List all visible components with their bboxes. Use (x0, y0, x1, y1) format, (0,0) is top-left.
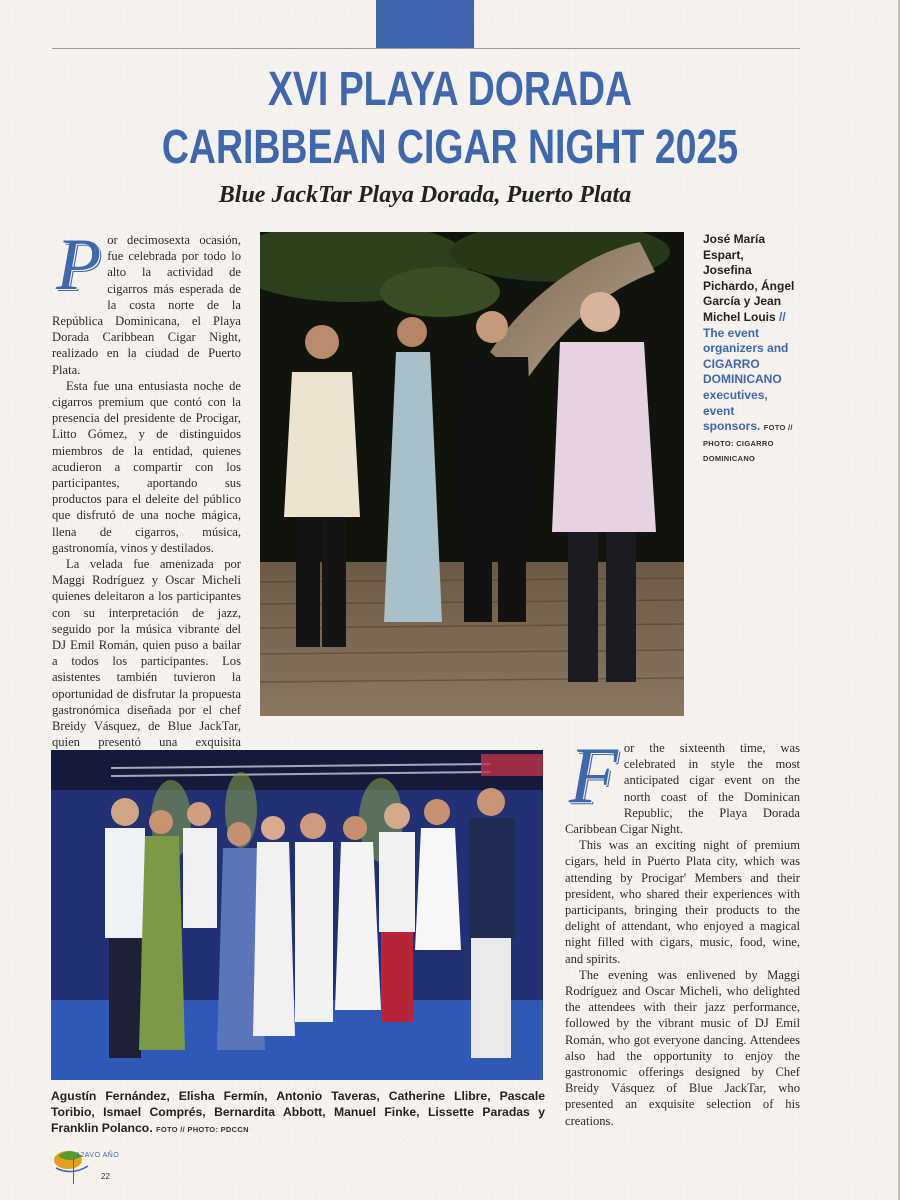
english-paragraph-1: or the sixteenth time, was celebrated in style the most anticipated cigar event on the north coast of the Dominican Republic, the Playa Dorada Caribbean Cigar Night. (565, 741, 800, 837)
footer-divider (73, 1158, 74, 1184)
photo-event-organizers (260, 232, 684, 716)
article-title-line-2: CARIBBEAN CIGAR NIGHT 2025 (161, 121, 739, 174)
spanish-paragraph-1: or decimosexta ocasión, fue celebrada por todo lo alto la actividad de cigarros más esperada de la costa norte de la República Dominicana, el Playa Dorada Caribbean Cigar Night, realizado en la ciudad de Puerto Plata. (52, 233, 241, 377)
english-paragraph-3: The evening was enlivened by Maggi Rodríguez and Oscar Micheli, who delighted the attendees with their jazz performance, followed by the vibrant music of DJ Emil Román, who got everyone dancing. Attendees also had the opportunity to enjoy the gastronomic offerings designed by Chef Breidy Vásquez of Blue JackTar, who presented an exquisite selection of his creations. (565, 967, 800, 1128)
photo-group-guests-caption (51, 1088, 545, 1136)
dropcap-english: F (569, 732, 618, 820)
caption-guest-names: Agustín Fernández, Elisha Fermín, Antonio Taveras, Catherine Llibre, Pascale Toribio, Ismael Comprés, Bernardita Abbott, Manuel Finke, Lissette Paradas y Franklin Polanco. (51, 1089, 545, 1135)
spanish-paragraph-2: Esta fue una entusiasta noche de cigarros premium que contó con la presencia del presidente de Procigar, Litto Gómez, y de distinguidos miembros de la entidad, quienes acudieron a compartir con los participantes, aportando sus productos para el deleite del público que disfrutó de una noche mágica, llena de cigarros, música, gastronomía, vinos y destilados. (52, 378, 241, 555)
photo-event-organizers-image (260, 232, 684, 716)
photo-group-guests (51, 750, 543, 1080)
photo-credit: FOTO // PHOTO: CIGARRO DOMINICANO (703, 423, 793, 464)
article-spanish-column (52, 224, 241, 767)
header-rule (52, 48, 800, 49)
dropcap-spanish: P (56, 224, 102, 306)
photo-credit-pdccn: FOTO // PHOTO: PDCCN (155, 1125, 249, 1134)
article-title-line-1: XVI PLAYA DORADA (267, 63, 633, 116)
header-color-tab (376, 0, 474, 48)
article-subtitle: Blue JackTar Playa Dorada, Puerto Plata (218, 182, 632, 208)
caption-english: // The event organizers and CIGARRO DOMINICANO executives, event sponsors. (703, 309, 789, 434)
photo-event-organizers-caption (703, 232, 795, 466)
page-number: 22 (101, 1172, 110, 1181)
photo-group-guests-image (51, 750, 543, 1080)
article-english-column (565, 732, 800, 1129)
english-paragraph-2: This was an exciting night of premium cigars, held in Puerto Plata city, which was attending by Procigar' Members and their president, who shared their experiences with participants, bringing their products to the delight of attendant, who enjoyed a magical night filled with cigars, music, food, wine, and spirits. (565, 838, 800, 966)
footer-anniversary-label: 12AVO AÑO (76, 1152, 120, 1159)
caption-names: José María Espart, Josefina Pichardo, Ángel García y Jean Michel Louis (703, 232, 795, 324)
spanish-paragraph-3: La velada fue amenizada por Maggi Rodríguez y Oscar Micheli quienes deleitaron a los participantes con su interpretación de jazz, seguido por la música vibrante del DJ Emil Román, quien puso a bailar a todos los participantes. Los asistentes también tuvieron la oportunidad de disfrutar la propuesta gastronómica diseñada por el chef Breidy Vásquez, de Blue JackTar, quien presentó una exquisita (52, 557, 241, 750)
